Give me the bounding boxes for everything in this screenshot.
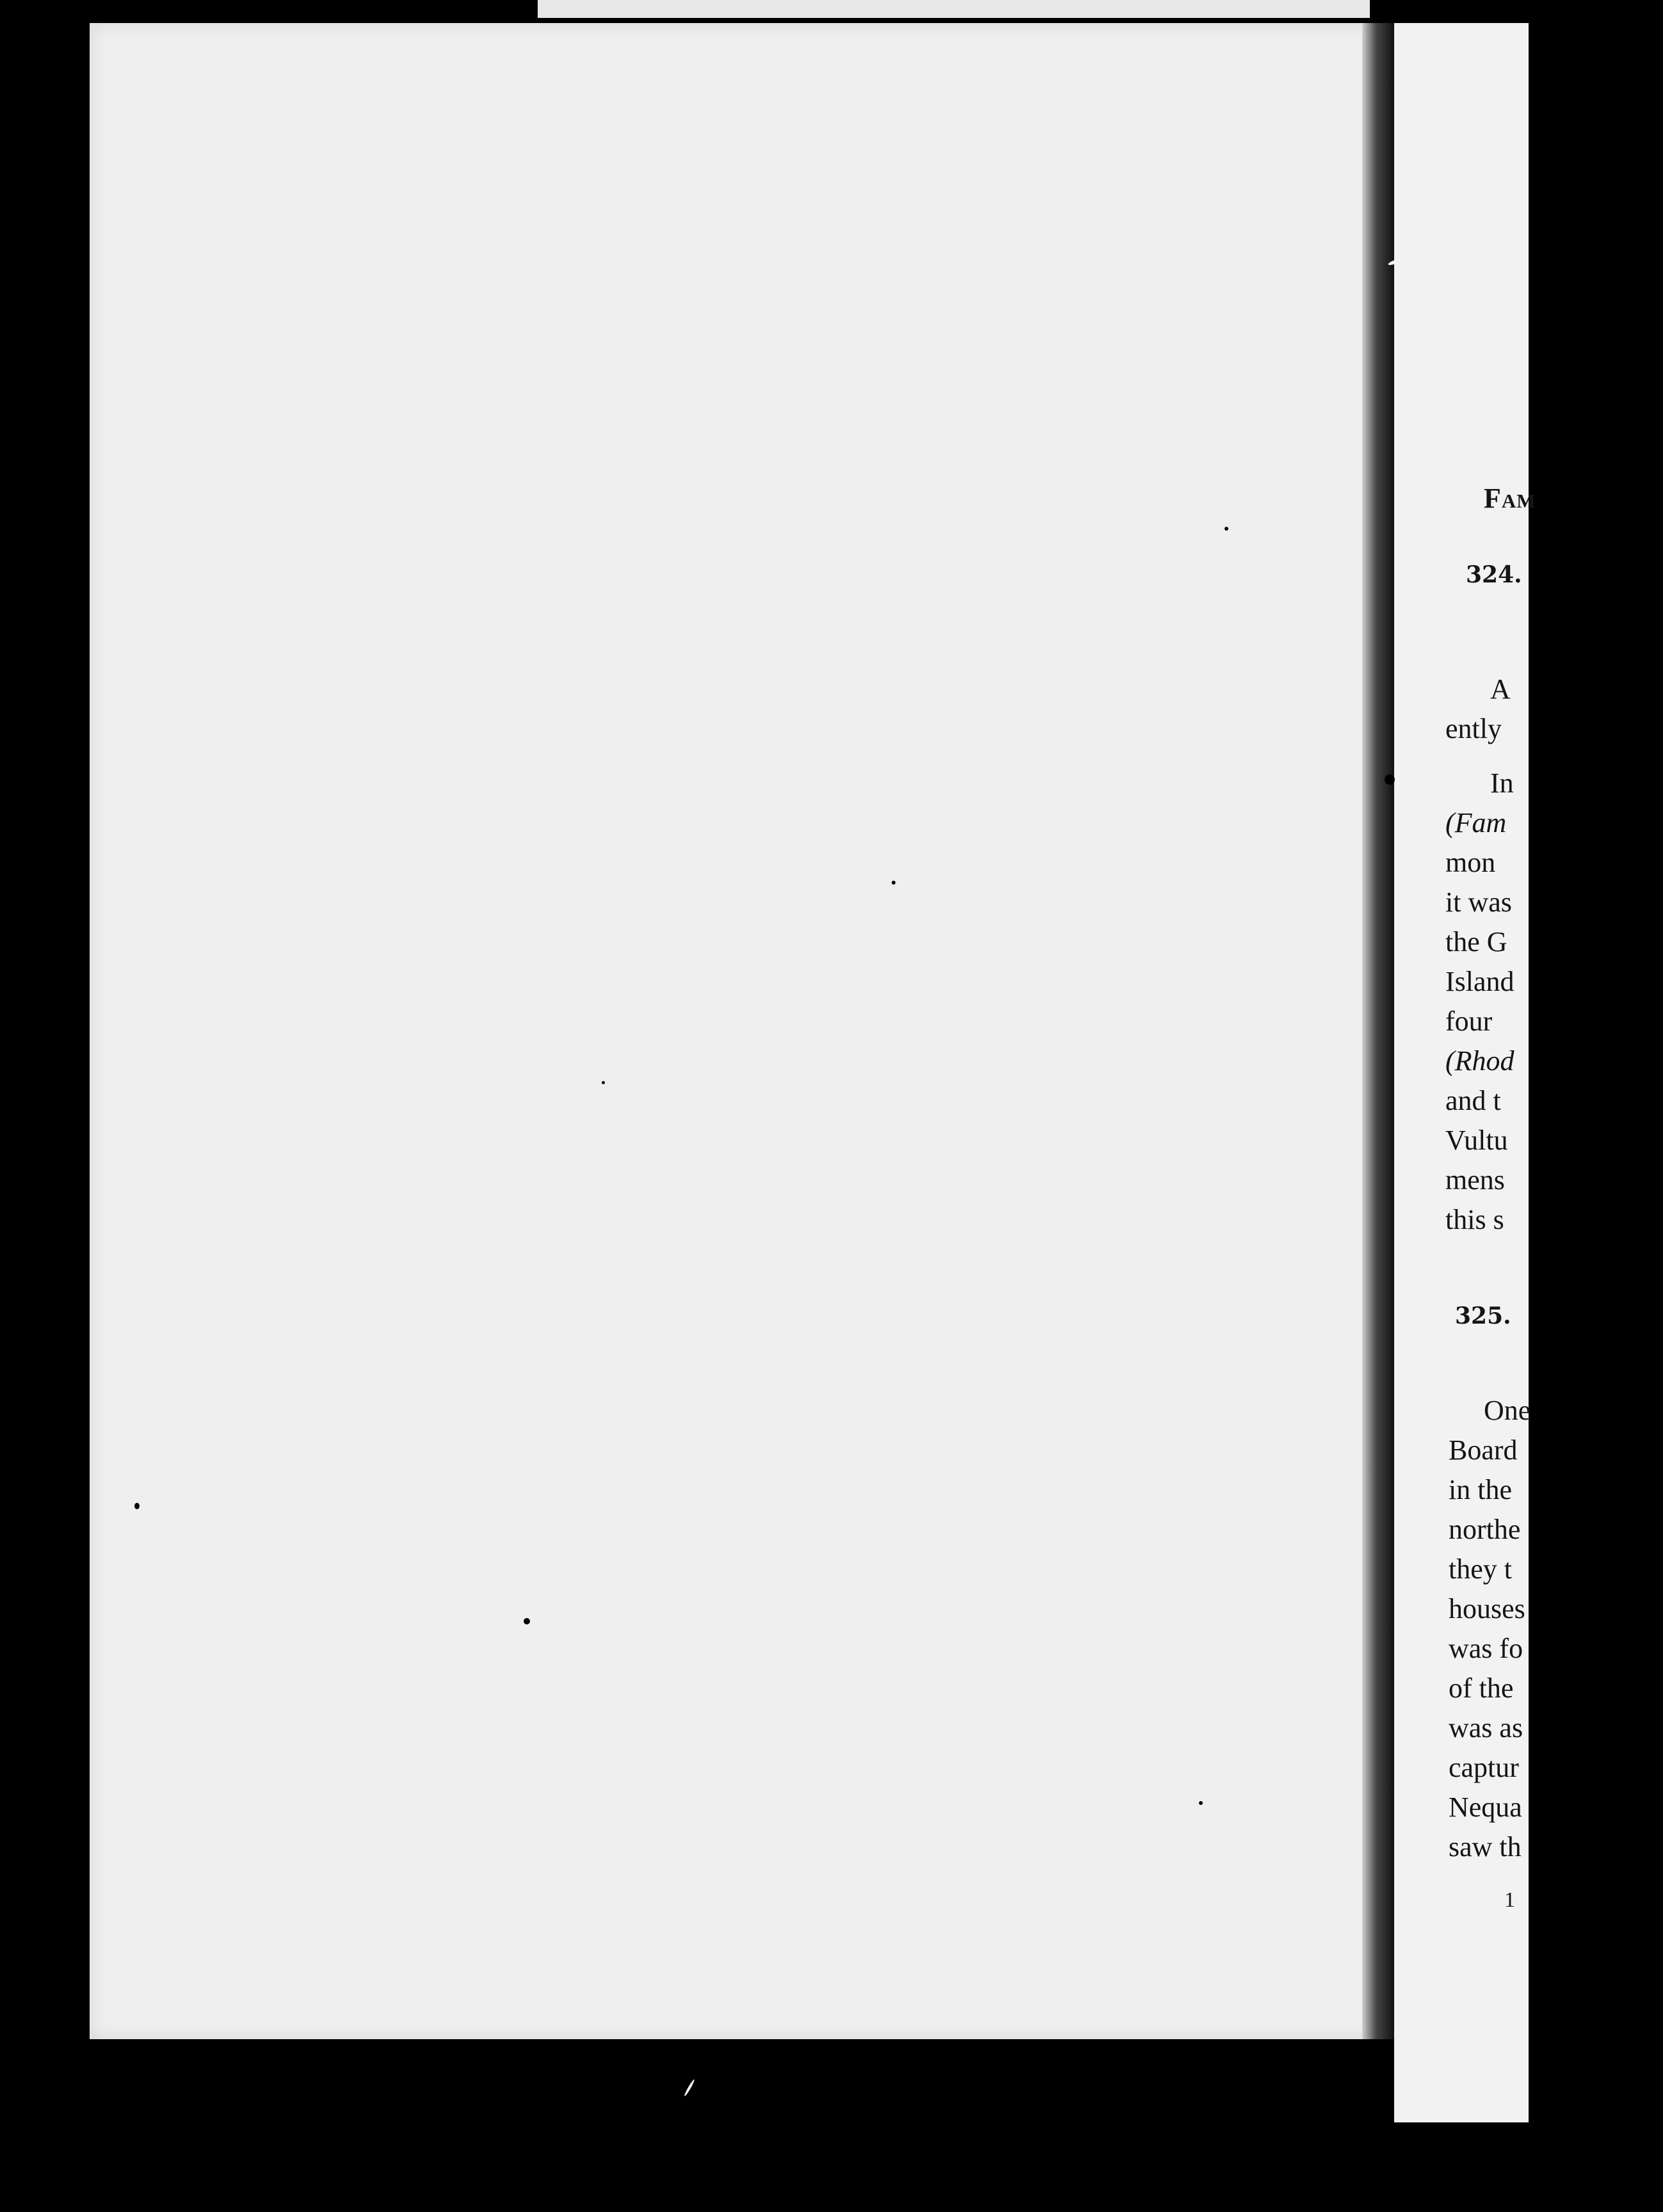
text-line: in the: [1449, 1474, 1512, 1505]
scan-speck: [134, 1503, 140, 1509]
text-line: houses: [1449, 1593, 1525, 1624]
text-line: and t: [1445, 1085, 1501, 1116]
text-line: it was: [1445, 886, 1512, 918]
text-line: mens: [1445, 1164, 1505, 1196]
text-line: was as: [1449, 1712, 1523, 1743]
text-line: (Rhod: [1445, 1045, 1514, 1077]
text-line: In: [1490, 767, 1514, 799]
scan-speck: [1199, 1801, 1203, 1805]
text-line: A: [1490, 673, 1511, 705]
text-line: Island: [1445, 966, 1514, 997]
text-line: was fo: [1449, 1633, 1523, 1664]
text-line: ently: [1445, 713, 1502, 744]
left-page-blank: [90, 23, 1389, 2039]
text-line: saw th: [1449, 1831, 1522, 1863]
text-line: northe: [1449, 1514, 1521, 1545]
section-number-324: 324.: [1466, 561, 1522, 588]
text-line: they t: [1449, 1553, 1512, 1585]
text-line: (Fam: [1445, 807, 1507, 838]
scan-speck: [1225, 527, 1228, 531]
text-line: of the: [1449, 1672, 1514, 1704]
section-number-325: 325.: [1455, 1302, 1511, 1329]
scan-speck: [524, 1618, 530, 1624]
scan-speck: [602, 1081, 605, 1084]
text-line: Board: [1449, 1434, 1518, 1466]
scan-speck: [892, 881, 896, 885]
text-line: captur: [1449, 1752, 1519, 1783]
signature-mark: 1: [1504, 1888, 1515, 1912]
top-edge-strip: [538, 0, 1370, 18]
text-line: mon: [1445, 847, 1496, 878]
text-line: four: [1445, 1006, 1493, 1037]
scan-speck: [684, 2079, 695, 2097]
right-page-text: [1394, 23, 1663, 1912]
text-line: the G: [1445, 926, 1507, 958]
scan-speck: [1385, 774, 1395, 785]
running-head: Fam: [1484, 483, 1536, 514]
text-line: Nequa: [1449, 1791, 1522, 1823]
text-line: One: [1484, 1395, 1531, 1426]
book-gutter: [1362, 23, 1394, 2039]
right-page: [1394, 23, 1536, 2122]
text-line: Vultu: [1445, 1125, 1508, 1156]
text-line: this s: [1445, 1204, 1504, 1235]
